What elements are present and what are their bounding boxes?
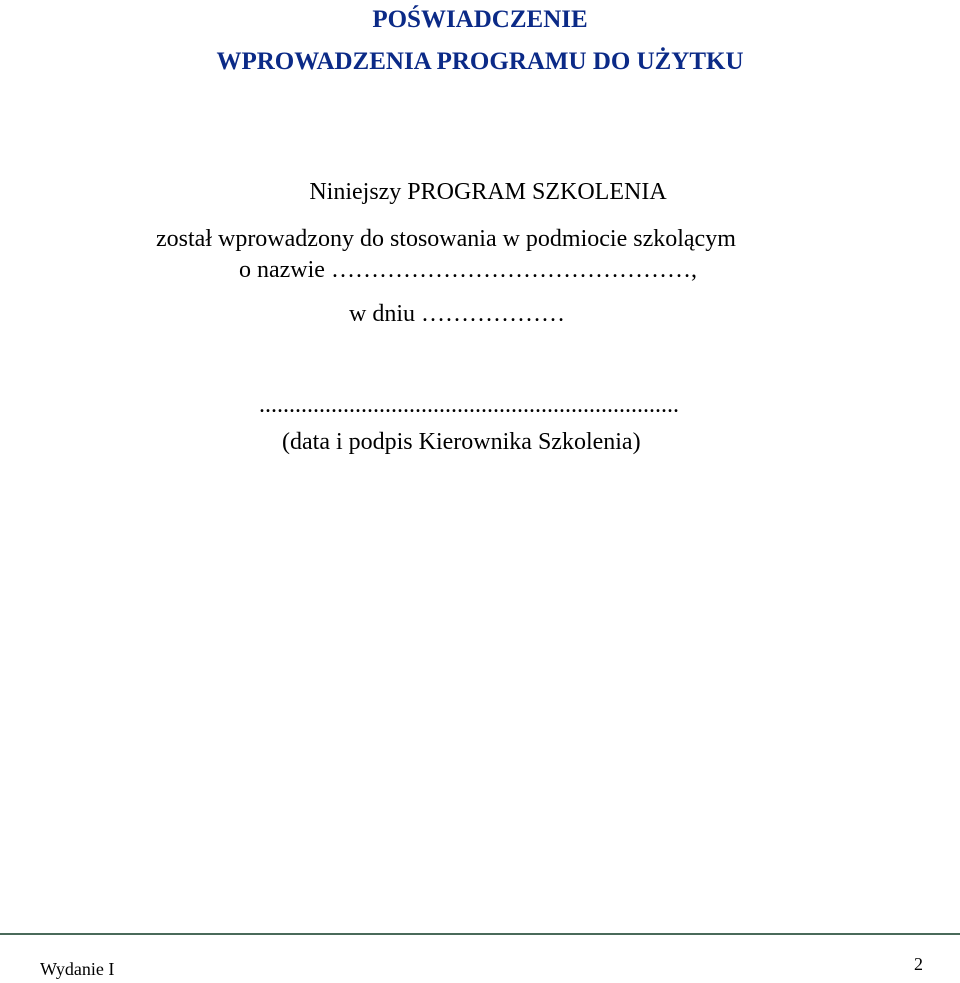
document-subtitle: WPROWADZENIA PROGRAMU DO UŻYTKU [216, 48, 744, 75]
introduction-statement: został wprowadzony do stosowania w podmiocie szkolącym [156, 226, 736, 252]
entity-name-field: o nazwie ………………………………………, [239, 257, 697, 283]
edition-label: Wydanie I [40, 959, 115, 979]
date-field: w dniu ……………… [349, 301, 565, 327]
footer-divider [0, 933, 960, 935]
page-number: 2 [914, 954, 923, 974]
document-title: POŚWIADCZENIE [372, 6, 588, 33]
signature-caption: (data i podpis Kierownika Szkolenia) [282, 429, 641, 455]
program-intro-line: Niniejszy PROGRAM SZKOLENIA [309, 179, 667, 205]
signature-line: ...................................................................... [259, 392, 679, 418]
